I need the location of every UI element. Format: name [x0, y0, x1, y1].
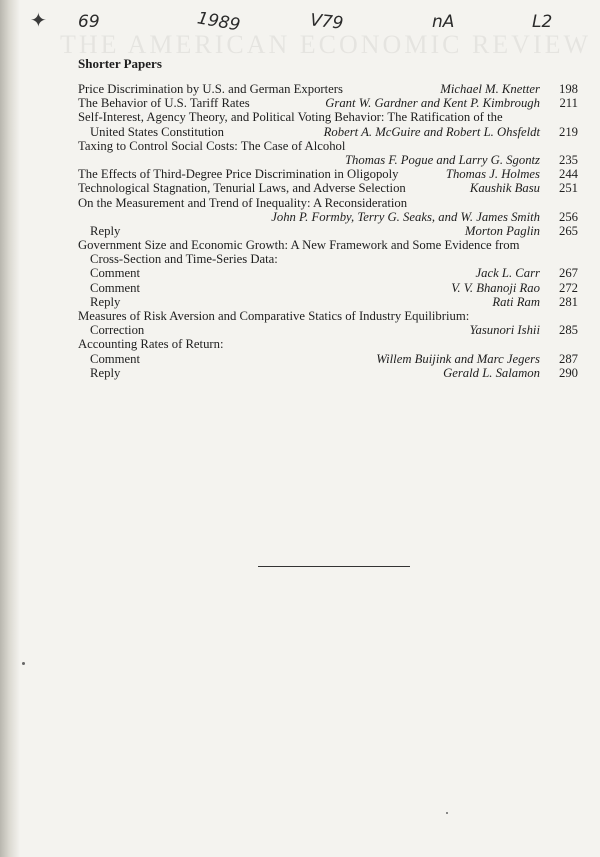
- entry-title: Reply: [90, 365, 121, 380]
- entry-title: Reply: [90, 223, 121, 238]
- handwritten-note-5: L2: [532, 12, 553, 32]
- toc-entry: [78, 252, 578, 266]
- section-title: Shorter Papers: [78, 56, 162, 71]
- toc-entry: [78, 196, 578, 210]
- entry-title: Price Discrimination by U.S. and German Exporters: [78, 82, 343, 96]
- toc-entry: [78, 281, 578, 295]
- entry-title: Government Size and Economic Growth: A New Framework and Some Evidence from: [78, 238, 520, 253]
- entry-author: Willem Buijink and Marc Jegers: [376, 351, 540, 366]
- entry-page-number: 290: [558, 365, 578, 380]
- entry-page-number: 281: [558, 294, 578, 309]
- entry-page-number: 272: [558, 280, 578, 295]
- entry-title: Reply: [90, 294, 121, 309]
- bleed-through-heading: THE AMERICAN ECONOMIC REVIEW: [60, 30, 592, 59]
- toc-entry: [78, 309, 578, 323]
- ink-mark-icon: ✦: [30, 10, 47, 32]
- toc-entry: [78, 337, 578, 351]
- entry-title: Comment: [90, 280, 141, 295]
- entry-page-number: 211: [559, 96, 578, 111]
- entry-page-number: 267: [558, 266, 578, 281]
- entry-page-number: 285: [558, 323, 578, 338]
- entry-title: Measures of Risk Aversion and Comparative Statics of Industry Equilibrium:: [78, 309, 470, 323]
- entry-page-number: 244: [558, 167, 578, 182]
- entry-author: Michael M. Knetter: [440, 82, 540, 96]
- entry-page-number: 198: [558, 82, 578, 96]
- page-shadow-edge: [0, 0, 20, 857]
- entry-page-number: 235: [558, 152, 578, 167]
- toc-entry: [78, 110, 578, 124]
- entry-title: Comment: [90, 351, 141, 366]
- entry-author: Gerald L. Salamon: [443, 365, 540, 380]
- toc-entry: [78, 82, 578, 96]
- entry-page-number: 265: [558, 223, 578, 238]
- toc-entry: [78, 181, 578, 195]
- toc-entry: [78, 266, 578, 280]
- toc-entry: [78, 366, 578, 380]
- entry-title: Comment: [90, 266, 141, 281]
- entry-page-number: 256: [558, 209, 578, 224]
- entry-title: Accounting Rates of Return:: [78, 337, 224, 352]
- entry-page-number: 219: [558, 124, 578, 139]
- entry-page-number: 251: [558, 181, 578, 196]
- toc-entry: [78, 210, 578, 224]
- divider-rule: [258, 566, 410, 567]
- contents-list: [78, 82, 578, 380]
- entry-author: Rati Ram: [492, 294, 540, 309]
- entry-author: V. V. Bhanoji Rao: [451, 280, 540, 295]
- entry-author: Grant W. Gardner and Kent P. Kimbrough: [325, 96, 540, 111]
- entry-title: Self-Interest, Agency Theory, and Political Voting Behavior: The Ratification of the: [78, 110, 503, 125]
- toc-entry: [78, 352, 578, 366]
- entry-title: The Behavior of U.S. Tariff Rates: [78, 96, 250, 111]
- entry-title: On the Measurement and Trend of Inequality: A Reconsideration: [78, 195, 408, 210]
- entry-title: Technological Stagnation, Tenurial Laws, and Adverse Selection: [78, 181, 406, 196]
- toc-entry: [78, 139, 578, 153]
- ink-speck: [446, 812, 448, 814]
- toc-entry: [78, 224, 578, 238]
- entry-author: Jack L. Carr: [475, 266, 540, 281]
- handwritten-note-4: nA: [432, 12, 455, 32]
- handwritten-note-2: 1989: [195, 8, 242, 36]
- entry-author: Thomas J. Holmes: [445, 167, 540, 182]
- handwritten-note-3: V79: [309, 10, 345, 34]
- toc-entry: [78, 238, 578, 252]
- toc-entry: [78, 153, 578, 167]
- entry-author: Morton Paglin: [464, 223, 540, 238]
- toc-entry: [78, 96, 578, 110]
- entry-author: Thomas F. Pogue and Larry G. Sgontz: [344, 152, 540, 167]
- entry-title: Cross-Section and Time-Series Data:: [90, 252, 278, 267]
- ink-speck: [22, 662, 25, 665]
- entry-author: John P. Formby, Terry G. Seaks, and W. James Smith: [271, 209, 540, 224]
- entry-page-number: 287: [558, 351, 578, 366]
- entry-title: Taxing to Control Social Costs: The Case of Alcohol: [78, 138, 346, 153]
- entry-title: Correction: [90, 323, 145, 338]
- toc-entry: [78, 295, 578, 309]
- toc-entry: [78, 125, 578, 139]
- toc-entry: [78, 323, 578, 337]
- toc-entry: [78, 167, 578, 181]
- handwritten-note-1: 69: [78, 12, 100, 32]
- entry-author: Kaushik Basu: [469, 181, 540, 196]
- entry-title: The Effects of Third-Degree Price Discrimination in Oligopoly: [78, 167, 399, 182]
- entry-title: United States Constitution: [90, 124, 224, 139]
- entry-author: Robert A. McGuire and Robert L. Ohsfeldt: [323, 124, 540, 139]
- entry-author: Yasunori Ishii: [469, 323, 540, 338]
